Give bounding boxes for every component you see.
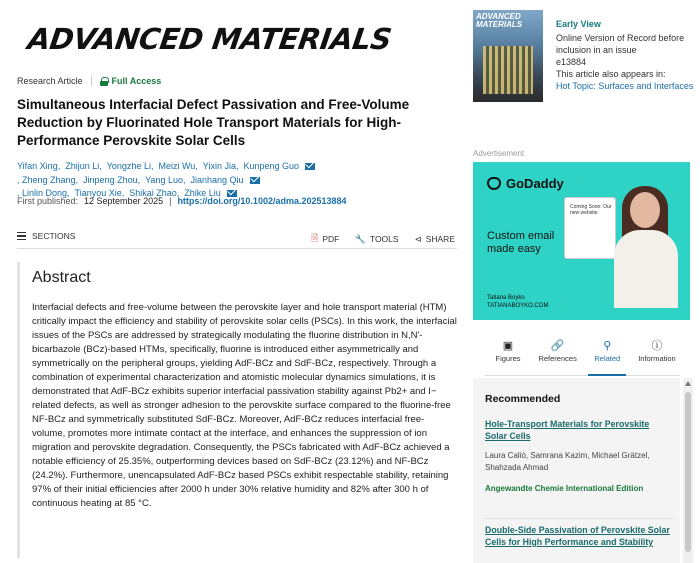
hot-topic-link[interactable]: Hot Topic: Surfaces and Interfaces	[556, 81, 694, 91]
recommended-authors: Laura Caliò, Samrana Kazim, Michael Grätzel, Shahzada Ahmad	[485, 451, 650, 472]
publication-info	[17, 196, 347, 206]
recommended-journal: Angewandte Chemie International Edition	[485, 484, 644, 493]
abstract-section	[17, 262, 457, 558]
menu-icon	[17, 232, 26, 240]
info-icon: ⓘ	[651, 340, 663, 352]
issue-info	[556, 18, 696, 92]
godaddy-icon	[487, 177, 501, 190]
sections-button[interactable]	[17, 231, 75, 241]
tab-label: References	[538, 354, 577, 363]
access-label: Full Access	[111, 76, 162, 86]
recommended-title-link[interactable]: Hole-Transport Materials for Perovskite Solar Cells	[485, 419, 650, 441]
pdf-icon: 🗎	[311, 233, 319, 243]
author-link[interactable]: Yixin Jia,	[202, 161, 239, 171]
journal-logo[interactable]	[25, 22, 408, 56]
ad-laptop-image	[565, 198, 615, 258]
cover-title: ADVANCED MATERIALS	[476, 12, 523, 29]
version-text: Online Version of Record before inclusion in an issue	[556, 33, 685, 55]
open-lock-icon	[100, 77, 108, 86]
sidebar-scrollbar[interactable]	[683, 378, 693, 563]
ad-signature-name: Tatiana Boyko	[487, 295, 525, 301]
ad-person-image	[612, 186, 684, 306]
doi-link[interactable]: https://doi.org/10.1002/adma.202513884	[177, 196, 347, 206]
related-icon: ⚲	[603, 340, 612, 352]
journal-cover[interactable]	[473, 10, 543, 102]
author-link[interactable]: Yang Luo,	[145, 174, 186, 185]
sidebar-tabs	[485, 338, 680, 376]
also-appears-label: This article also appears in:	[556, 69, 666, 79]
figures-icon: ▣	[502, 340, 514, 352]
sections-label: SECTIONS	[32, 231, 76, 241]
article-title: Simultaneous Interfacial Defect Passivation and Free-Volume Reduction by Fluorinated Hole Transport Materials for High-Performance Perovskite Solar Cells	[17, 97, 410, 148]
article-toolbar	[17, 225, 457, 249]
author-link[interactable]: , Zheng Zhang,	[17, 174, 79, 185]
tools-label: TOOLS	[369, 234, 399, 244]
author-link[interactable]: Yifan Xing,	[17, 161, 61, 171]
author-link[interactable]: Zhijun Li,	[65, 161, 102, 171]
tab-label: Related	[594, 354, 621, 363]
ad-label: Advertisement	[473, 149, 525, 158]
author-link[interactable]: Kunpeng Guo	[243, 161, 300, 171]
ad-signature-site: TATIANABOYKO.COM	[487, 303, 549, 309]
early-view-label: Early View	[556, 19, 601, 29]
scroll-thumb[interactable]	[685, 392, 691, 552]
author-link[interactable]: , Linlin Dong,	[17, 188, 70, 198]
author-link[interactable]: Yongzhe Li,	[106, 161, 154, 171]
author-link[interactable]: Meizi Wu,	[158, 161, 198, 171]
share-label: SHARE	[425, 234, 455, 244]
author-link[interactable]: Zhike Liu	[184, 188, 221, 198]
article-meta	[17, 76, 161, 86]
access-badge	[100, 76, 162, 86]
first-published-date: 12 September 2025	[84, 196, 164, 206]
ad-brand-name: GoDaddy	[506, 176, 564, 191]
advertisement[interactable]	[473, 162, 690, 320]
recommended-heading: Recommended	[485, 393, 561, 405]
share-button[interactable]	[415, 234, 455, 245]
ad-laptop-text: Coming Soon: Our new website.	[570, 204, 612, 216]
ad-brand	[487, 176, 564, 191]
first-published-label: First published:	[17, 196, 79, 206]
author-link[interactable]: Shikai Zhao,	[129, 188, 180, 198]
tab-label: Figures	[495, 354, 521, 363]
abstract-text: Interfacial defects and free-volume between the perovskite layer and hole transport material (HTM) critically impact the efficiency and stability of perovskite solar cells (PSCs). In this work, the interfacial issues of the PSCs are addressed by strategically modulating the fluorine distribution in N,N'-bicarbazole (BCz)-based HTMs, specifically, fluorine is introduced either asymmetrically and symmetrically on the peripheral groups, yielding AdF-BCz and SdF-BCz, respectively. Through a combination of experimental characterization and atomistic molecular dynamics simulations, it is demonstrated that AdF-BCz exhibits superior interfacial passivation stability against Pb2+ and I− related defects, as well as stronger adhesion to the perovskite surface compared to the fluorine-free NF-BCz and symmetrically substituted SdF-BCz. Moreover, AdF-BCz reduces interfacial free-volume, promotes more intimate contact at the interface, and enhances the suppression of ion migration and perovskite degradation. Consequently, the PSCs fabricated with AdF-BCz achieved a notable efficiency of 25.35%, outperforming devices based on SdF-BCz (23.12%) and NF-BCz (24.2%). Furthermore, unencapsulated AdF-BCz based PSCs exhibit respectable stability, retaining 97% of their initial efficiencies after 2000 h under 30% relative humidity and 82% after 300 h of continuous heating at 85 °C.	[32, 302, 457, 509]
tools-button[interactable]	[355, 234, 398, 245]
recommended-title-link[interactable]: Double-Side Passivation of Perovskite Solar Cells for High Performance and Stability	[485, 525, 670, 547]
author-link[interactable]: Tianyou Xie,	[74, 188, 125, 198]
scroll-up-icon[interactable]	[685, 381, 691, 386]
ad-headline: Custom email made easy	[487, 230, 555, 255]
tab-figures[interactable]	[485, 338, 531, 375]
divider	[91, 76, 92, 86]
article-number: e13884	[556, 57, 587, 67]
author-list	[17, 160, 457, 201]
tab-information[interactable]	[634, 338, 680, 375]
recommended-item	[485, 418, 673, 493]
author-link[interactable]: Jianhang Qiu	[190, 174, 244, 185]
pdf-button[interactable]	[311, 231, 339, 247]
author-link[interactable]: Jinpeng Zhou,	[83, 174, 141, 185]
wrench-icon: 🔧	[355, 233, 366, 244]
email-icon[interactable]	[305, 163, 315, 170]
ad-signature	[487, 294, 548, 310]
divider: |	[169, 196, 172, 206]
journal-name: ADVANCED MATERIALS	[25, 22, 394, 56]
article-type: Research Article	[17, 76, 83, 86]
share-icon: ⊲	[414, 233, 422, 244]
cover-image	[483, 46, 533, 94]
tab-related[interactable]	[584, 338, 630, 375]
email-icon[interactable]	[250, 177, 260, 184]
tab-label: Information	[638, 354, 676, 363]
tab-references[interactable]	[535, 338, 581, 375]
link-icon: 🔗	[550, 340, 565, 352]
abstract-heading: Abstract	[32, 269, 91, 286]
recommended-panel	[473, 378, 680, 563]
pdf-label: PDF	[322, 234, 340, 244]
recommended-item	[485, 518, 673, 548]
